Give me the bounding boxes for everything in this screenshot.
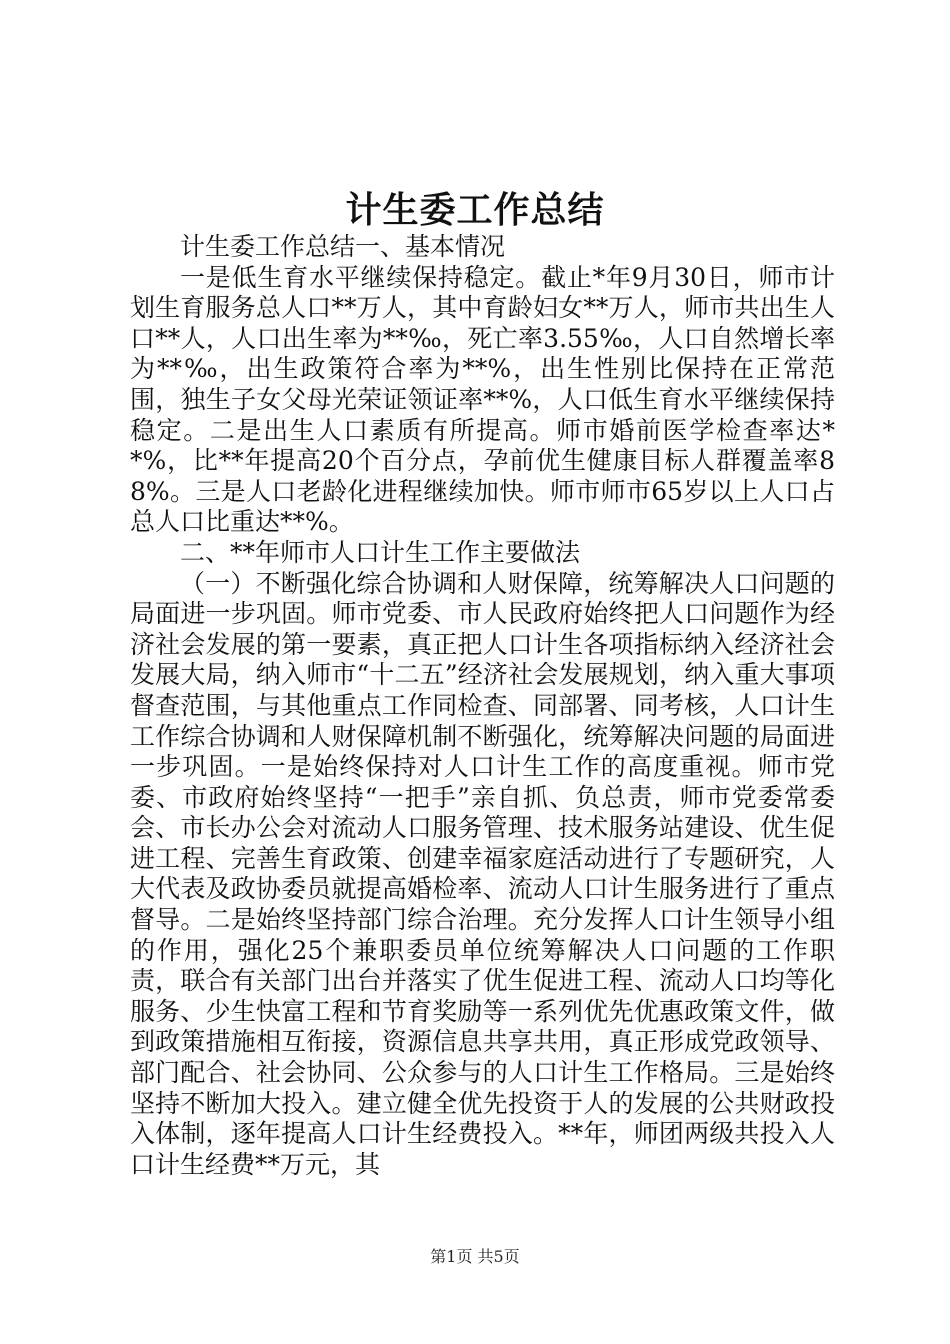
paragraph-heading-basic-situation: 计生委工作总结一、基本情况 <box>180 232 506 261</box>
document-title: 计生委工作总结 <box>345 189 605 231</box>
page-footer: 第1页 共5页 <box>430 1247 520 1266</box>
document-body <box>130 232 835 1180</box>
paragraph-basic-situation: 一是低生育水平继续保持稳定。截止*年9月30日，师市计划生育服务总人口**万人，其中育龄妇女**万人，师市共出生人口**人，人口出生率为**‰，死亡率3.55‰，人口自然增长率为**‰，出生政策符合率为**%，出生性别比保持在正常范围，独生子女父母光荣证领证率**%，人口低生育水平继续保持稳定。二是出生人口素质有所提高。师市婚前医学检查率达**%，比**年提高20个百分点，孕前优生健康目标人群覆盖率88%。三是人口老龄化进程继续加快。师市师市65岁以上人口占总人口比重达**%。 <box>130 262 835 537</box>
paragraph-heading-main-practices: 二、**年师市人口计生工作主要做法 <box>180 537 581 567</box>
paragraph-main-practices: （一）不断强化综合协调和人财保障，统筹解决人口问题的局面进一步巩固。师市党委、市人民政府始终把人口问题作为经济社会发展的第一要素，真正把人口计生各项指标纳入经济社会发展大局，纳入师市“十二五”经济社会发展规划，纳入重大事项督查范围，与其他重点工作同检查、同部署、同考核，人口计生工作综合协调和人财保障机制不断强化，统筹解决问题的局面进一步巩固。一是始终保持对人口计生工作的高度重视。师市党委、市政府始终坚持“一把手”亲自抓、负总责，师市党委常委会、市长办公会对流动人口服务管理、技术服务站建设、优生促进工程、完善生育政策、创建幸福家庭活动进行了专题研究，人大代表及政协委员就提高婚检率、流动人口计生服务进行了重点督导。二是始终坚持部门综合治理。充分发挥人口计生领导小组的作用，强化25个兼职委员单位统筹解决人口问题的工作职责，联合有关部门出台并落实了优生促进工程、流动人口均等化服务、少生快富工程和节育奖励等一系列优先优惠政策文件，做到政策措施相互衔接，资源信息共享共用，真正形成党政领导、部门配合、社会协同、公众参与的人口计生工作格局。三是始终坚持不断加大投入。建立健全优先投资于人的发展的公共财政投入体制，逐年提高人口计生经费投入。**年，师团两级共投入人口计生经费**万元，其 <box>130 568 835 1179</box>
